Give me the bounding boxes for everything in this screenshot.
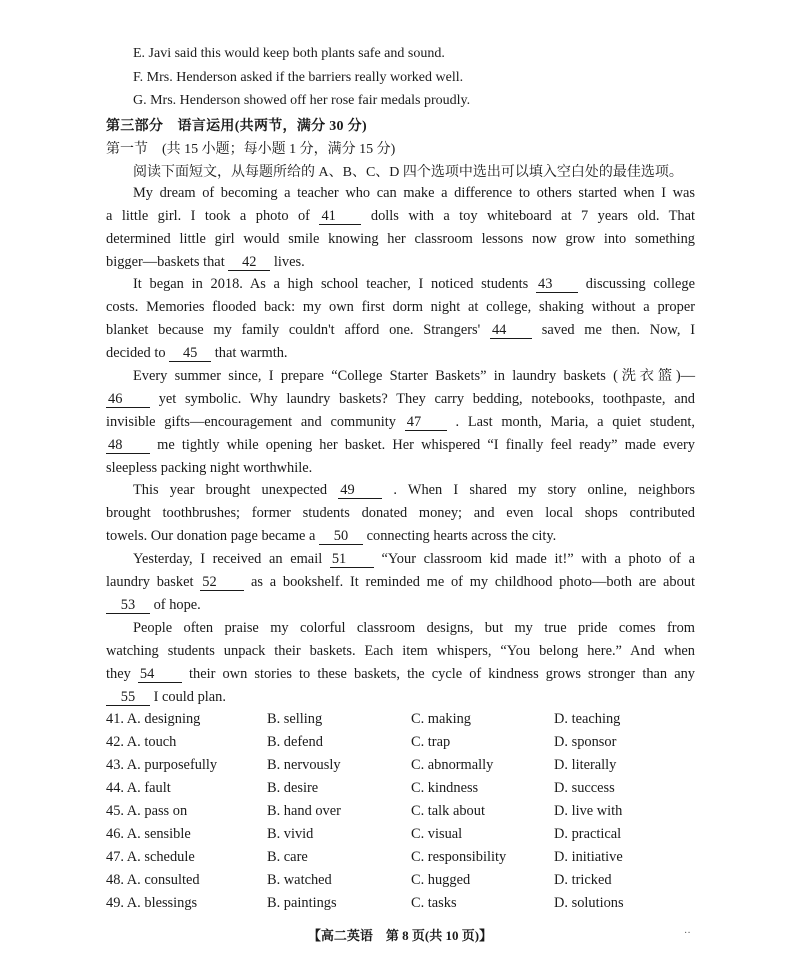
q43-option-d: D. literally <box>554 757 617 773</box>
p3-line1: Every summer since, I prepare “College Starter Baskets” in laundry baskets (洗衣篮)— <box>133 368 695 384</box>
p3-line3 <box>106 413 695 431</box>
p6-line3-text-a: they <box>106 666 131 682</box>
blank-41: 41 <box>319 209 361 225</box>
p2-line2: costs. Memories flooded back: my own first dorm night at college, shaking without a proper <box>106 299 695 315</box>
blank-46: 46 <box>106 392 150 408</box>
q45-option-b: B. hand over <box>267 803 341 819</box>
q47-option-b: B. care <box>267 849 308 865</box>
subsection-title: 第一节 (共 15 小题；每小题 1 分，满分 15 分) <box>106 142 396 157</box>
q48-option-b: B. watched <box>267 872 332 888</box>
question-row-48 <box>106 870 706 890</box>
q49-option-b: B. paintings <box>267 895 337 911</box>
p1-line4 <box>106 253 695 271</box>
p4-line3-text-b: connecting hearts across the city. <box>366 528 557 544</box>
q41-option-c: C. making <box>411 711 471 727</box>
blank-44: 44 <box>490 323 532 339</box>
q47-option-c: C. responsibility <box>411 849 507 865</box>
blank-52: 52 <box>200 575 244 591</box>
q44-option-c: C. kindness <box>411 780 479 796</box>
p2-line3 <box>106 321 695 339</box>
blank-48: 48 <box>106 438 150 454</box>
q41-option-d: D. teaching <box>554 711 621 727</box>
q46-option-d: D. practical <box>554 826 622 842</box>
p6-line3 <box>106 665 695 683</box>
p3-line2-text-b: yet symbolic. Why laundry baskets? They carry bedding, notebooks, toothpaste, and <box>158 391 695 407</box>
blank-43: 43 <box>536 277 578 293</box>
p5-line3-text-b: of hope. <box>153 597 201 613</box>
section-title: 第三部分 语言运用(共两节，满分 30 分) <box>106 119 367 134</box>
p4-line3-text-a: towels. Our donation page became a <box>106 528 316 544</box>
p2-line1 <box>133 275 695 293</box>
p3-line3-text-b: . Last month, Maria, a quiet student, <box>455 414 695 430</box>
q43-option-b: B. nervously <box>267 757 341 773</box>
page-footer: 【高二英语 第 8 页(共 10 页)】 <box>307 928 493 943</box>
question-row-45 <box>106 801 706 821</box>
p1-line3: determined little girl would smile knowing her classroom lessons now grow into something <box>106 231 695 247</box>
p2-line3-text-a: blanket because my family couldn't afford one. Strangers' <box>106 322 481 338</box>
p6-line1: People often praise my colorful classroom designs, but my true pride comes from <box>133 620 695 636</box>
q46-option-a: 46. A. sensible <box>106 826 191 842</box>
question-row-42 <box>106 732 706 752</box>
q44-option-d: D. success <box>554 780 615 796</box>
p6-line4 <box>106 688 695 706</box>
blank-45: 45 <box>169 346 211 362</box>
p1-line4-text-a: bigger—baskets that <box>106 254 225 270</box>
blank-55: 55 <box>106 690 150 706</box>
q46-option-c: C. visual <box>411 826 463 842</box>
q42-option-c: C. trap <box>411 734 451 750</box>
p5-line2-text-a: laundry basket <box>106 574 194 590</box>
q49-option-c: C. tasks <box>411 895 457 911</box>
blank-53: 53 <box>106 598 150 614</box>
instruction: 阅读下面短文，从每题所给的 A、B、C、D 四个选项中选出可以填入空白处的最佳选项。 <box>133 165 683 180</box>
q48-option-a: 48. A. consulted <box>106 872 200 888</box>
p3-line4-text-b: me tightly while opening her basket. Her whispered “I finally feel ready” made every <box>157 437 695 453</box>
blank-54: 54 <box>138 667 182 683</box>
question-row-41 <box>106 709 706 729</box>
q42-option-a: 42. A. touch <box>106 734 177 750</box>
q46-option-b: B. vivid <box>267 826 314 842</box>
question-row-47 <box>106 847 706 867</box>
p2-line1-text-a: It began in 2018. As a high school teacher, I noticed students <box>133 276 529 292</box>
q48-option-d: D. tricked <box>554 872 612 888</box>
p2-line4 <box>106 344 695 362</box>
blank-50: 50 <box>319 529 363 545</box>
blank-49: 49 <box>338 483 382 499</box>
p4-line1-text-b: . When I shared my story online, neighbors <box>393 482 695 498</box>
question-row-46 <box>106 824 706 844</box>
q42-option-d: D. sponsor <box>554 734 617 750</box>
option-g: G. Mrs. Henderson showed off her rose fair medals proudly. <box>133 93 471 108</box>
p5-line2-text-b: as a bookshelf. It reminded me of my childhood photo—both are about <box>251 574 695 590</box>
q47-option-a: 47. A. schedule <box>106 849 195 865</box>
q45-option-c: C. talk about <box>411 803 485 819</box>
q43-option-c: C. abnormally <box>411 757 494 773</box>
p5-line3 <box>106 596 695 614</box>
p6-line3-text-b: their own stories to these baskets, the cycle of kindness grows stronger than any <box>189 666 695 682</box>
p3-line2 <box>106 390 695 408</box>
p1-line4-text-b: lives. <box>273 254 305 270</box>
p2-line4-text-b: that warmth. <box>214 345 288 361</box>
q41-option-b: B. selling <box>267 711 323 727</box>
q41-option-a: 41. A. designing <box>106 711 201 727</box>
p4-line1 <box>133 481 695 499</box>
p1-line2-text-b: dolls with a toy whiteboard at 7 years old. That <box>370 208 695 224</box>
question-row-49 <box>106 893 706 913</box>
p1-line1: My dream of becoming a teacher who can make a difference to others started when I was <box>133 185 695 201</box>
p4-line2: brought toothbrushes; former students donated money; and even local shops contributed <box>106 505 695 521</box>
p1-line2-text-a: a little girl. I took a photo of <box>106 208 310 224</box>
q49-option-a: 49. A. blessings <box>106 895 198 911</box>
q43-option-a: 43. A. purposefully <box>106 757 218 773</box>
p2-line4-text-a: decided to <box>106 345 166 361</box>
q44-option-b: B. desire <box>267 780 319 796</box>
question-row-43 <box>106 755 706 775</box>
q45-option-a: 45. A. pass on <box>106 803 188 819</box>
p5-line2 <box>106 573 695 591</box>
q48-option-c: C. hugged <box>411 872 471 888</box>
blank-51: 51 <box>330 552 374 568</box>
blank-47: 47 <box>405 415 447 431</box>
question-row-44 <box>106 778 706 798</box>
blank-42: 42 <box>228 255 270 271</box>
p2-line3-text-b: saved me then. Now, I <box>541 322 695 338</box>
p2-line1-text-b: discussing college <box>585 276 695 292</box>
q44-option-a: 44. A. fault <box>106 780 171 796</box>
q47-option-d: D. initiative <box>554 849 623 865</box>
p5-line1 <box>133 550 695 568</box>
p3-line3-text-a: invisible gifts—encouragement and community <box>106 414 396 430</box>
q49-option-d: D. solutions <box>554 895 624 911</box>
p6-line2: watching students unpack their baskets. Each item whispers, “You belong here.” And when <box>106 643 695 659</box>
q45-option-d: D. live with <box>554 803 623 819</box>
corner-mark: ·· <box>684 928 691 939</box>
option-f: F. Mrs. Henderson asked if the barriers really worked well. <box>133 70 464 85</box>
p3-line4 <box>106 436 695 454</box>
p5-line1-text-b: “Your classroom kid made it!” with a photo of a <box>381 551 695 567</box>
p4-line3 <box>106 527 695 545</box>
p4-line1-text-a: This year brought unexpected <box>133 482 328 498</box>
p3-line5: sleepless packing night worthwhile. <box>106 460 313 476</box>
p6-line4-text-b: I could plan. <box>153 689 226 705</box>
p1-line2 <box>106 207 695 225</box>
p5-line1-text-a: Yesterday, I received an email <box>133 551 323 567</box>
q42-option-b: B. defend <box>267 734 323 750</box>
option-e: E. Javi said this would keep both plants safe and sound. <box>133 46 445 61</box>
